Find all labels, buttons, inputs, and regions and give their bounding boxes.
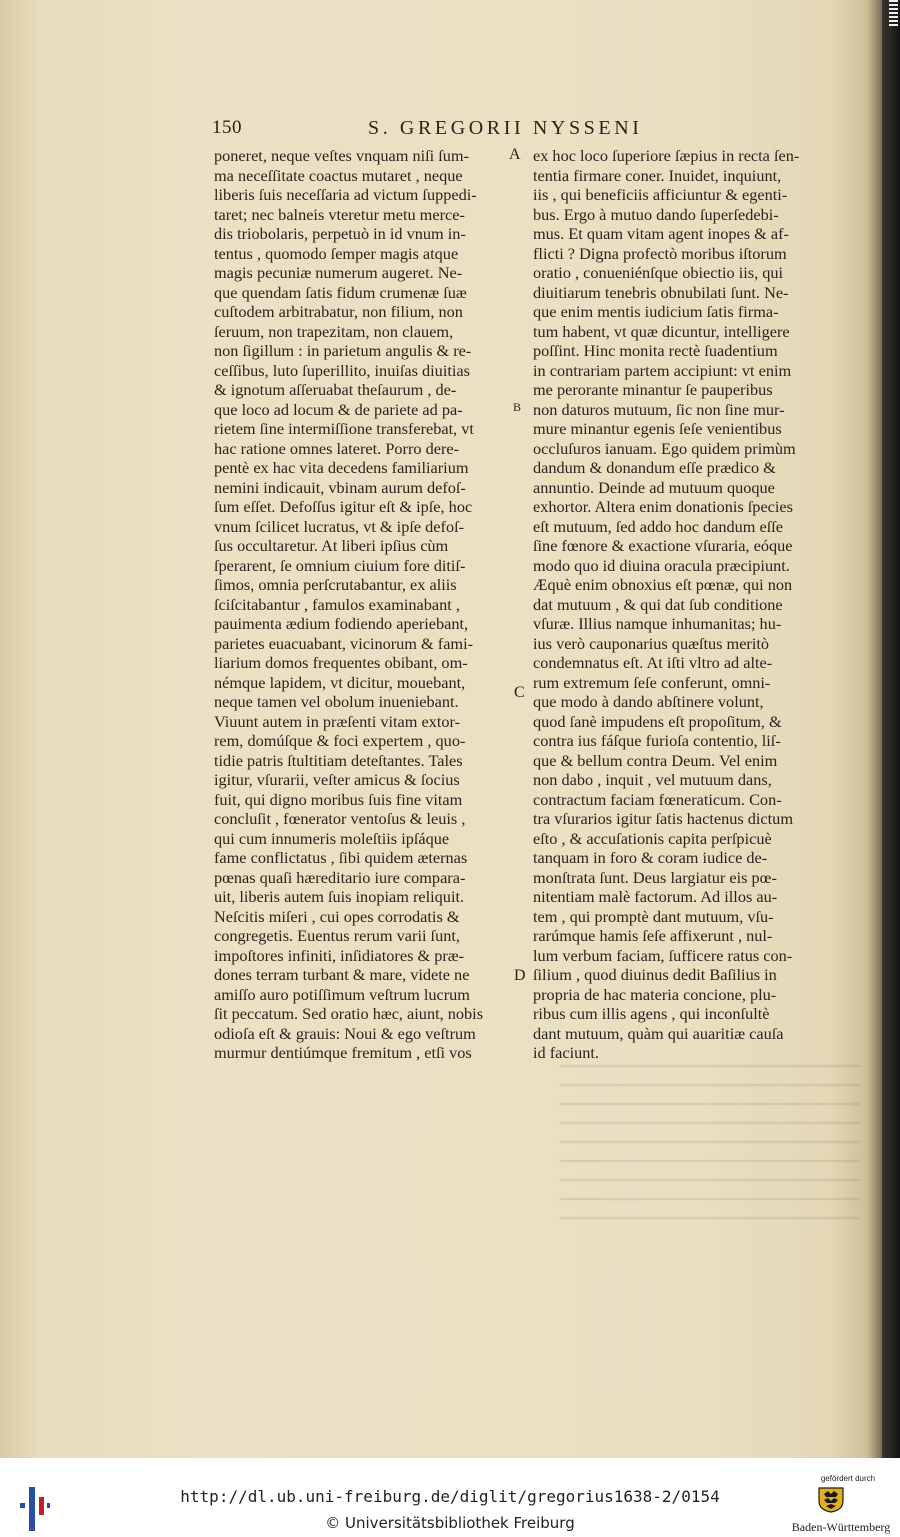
text-line: pauimenta ædium fodiendo aperiebant, — [214, 614, 469, 633]
text-line: que quendam ſatis fidum crumenæ ſuæ — [214, 282, 467, 302]
text-line: annuntio. Deinde ad mutuum quoque — [533, 477, 775, 497]
permalink-url[interactable]: http://dl.ub.uni-freiburg.de/diglit/gregorius1638-2/0154 — [180, 1487, 720, 1506]
text-line: tentia firmare coner. Inuidet, inquiunt, — [533, 165, 782, 185]
text-line: liberis ſuis neceſſaria ad victum ſuppedi- — [214, 185, 477, 204]
text-line: pœnas quaſi hæreditario iure compara- — [214, 867, 466, 887]
text-line: non dabo , inquit , vel mutuum dans, — [533, 770, 772, 789]
page-edge — [882, 0, 900, 1458]
show-through-text — [560, 1065, 860, 1235]
text-line: ſperarent, ſe omnium ciuium fore ditiſ- — [214, 555, 466, 575]
text-line: qui cum innumeris moleſtiis ipſáque — [214, 828, 450, 848]
text-line: rem, domúſque & foci expertem , quo- — [214, 731, 466, 750]
copyright-notice: © Universitätsbibliothek Freiburg — [325, 1514, 575, 1532]
text-line: ſciſcitabantur , famulos examinabant , — [214, 594, 460, 614]
text-line: magis pecuniæ numerum augeret. Ne- — [214, 263, 463, 282]
text-line: modo quo id diuina oracula præcipiunt. — [533, 555, 790, 575]
text-line: eſt mutuum, ſed addo hoc dandum eſſe — [533, 516, 784, 536]
text-line: igitur, vſurarii, veſter amicus & ſocius — [214, 770, 460, 789]
text-line: tanquam in foro & coram iudice de- — [533, 848, 768, 867]
text-line: vnum ſcilicet lucratus, vt & ipſe defoſ- — [214, 516, 465, 536]
text-line: mure minantur egenis ſeſe venientibus — [533, 419, 782, 438]
text-line: poneret, neque veſtes vnquam niſi ſum- — [214, 146, 470, 165]
text-line: bus. Ergo à mutuo dando ſuperſedebi- — [533, 204, 779, 224]
text-line: propria de hac materia concione, plu- — [533, 984, 777, 1004]
text-line: murmur dentiúmque fremitum , etſi vos — [214, 1043, 472, 1062]
text-line: ma neceſſitate coactus mutaret , neque — [214, 165, 463, 185]
text-line: fuit, qui digno moribus ſuis fine vitam — [214, 789, 463, 809]
scan-ruler — [889, 0, 898, 26]
text-line: taret; nec balneis vteretur metu merce- — [214, 204, 465, 224]
text-line: liarium domos frequentes obibant, om- — [214, 653, 468, 672]
margin-letter-b: B — [513, 400, 522, 414]
right-text-column — [533, 146, 825, 1063]
text-line: hac ratione omnes lateret. Porro dere- — [214, 438, 460, 458]
text-line: rarúmque hamis ſeſe affixerunt , nul- — [533, 926, 773, 945]
text-line: ius verò cauponarius quæſtus meritò — [533, 633, 770, 653]
sponsor-label: gefördert durch — [820, 1474, 876, 1483]
text-line: tra vſurarios igitur ſatis hactenus dictum — [533, 809, 793, 828]
text-line: mus. Et quam vitam agent inopes & af- — [533, 224, 789, 243]
margin-letter-a: A — [509, 146, 521, 163]
text-line: nemini indicauit, vbinam aurum defoſ- — [214, 477, 466, 497]
text-line: ceſſibus, luto ſuperillito, inuiſas diuitias — [214, 360, 470, 380]
text-line: Neſcitis miſeri , cui opes corrodatis & — [214, 906, 460, 926]
margin-letter-c: C — [514, 684, 525, 701]
text-line: condemnatus eſt. At iſti vltro ad alte- — [533, 653, 773, 672]
text-line: vſuræ. Illius namque inhumanitas; hu- — [533, 614, 782, 633]
text-line: eſto , & accuſationis capita perſpicuè — [533, 828, 772, 848]
text-line: congregetis. Euentus rerum varii ſunt, — [214, 926, 460, 945]
text-line: ſilium , quod diuinus dedit Baſilius in — [533, 965, 777, 984]
text-line: tem , qui promptè dant mutuum, vſu- — [533, 906, 774, 926]
text-line: ſit peccatum. Sed oratio hæc, aiunt, nobis — [214, 1004, 484, 1023]
text-line: ſum eſſet. Defoſſus igitur eſt & ipſe, hoc — [214, 497, 473, 516]
text-line: ſine fœnore & exactione vſuraria, eóque — [533, 536, 793, 555]
text-line: némque lapidem, vt dicitur, mouebant, — [214, 672, 466, 692]
text-line: diuitiarum tenebris obnubilati ſunt. Ne- — [533, 282, 789, 302]
text-line: occluſuros ianuam. Ego quidem primùm — [533, 438, 796, 458]
text-line: ex hoc loco ſuperiore ſæpius in recta ſen- — [533, 146, 800, 165]
text-line: monſtrata ſunt. Deus largiatur eis pœ- — [533, 867, 777, 887]
text-line: fame conflictatus , ſibi quidem æternas — [214, 848, 468, 867]
text-line: neque tamen vel obolum inueniebant. — [214, 692, 459, 711]
text-line: pentè ex hac vita decedens familiarium — [214, 458, 469, 477]
baden-wuerttemberg-emblem-icon[interactable] — [814, 1485, 848, 1513]
text-line: que & bellum contra Deum. Vel enim — [533, 750, 778, 770]
text-line: odioſa eſt & grauis: Noui & ego veſtrum — [214, 1023, 476, 1043]
text-line: ribus cum illis agens , qui inconſultè — [533, 1004, 770, 1023]
gutter-shadow — [866, 0, 882, 1458]
text-line: non daturos mutuum, ſic non ſine mur- — [533, 399, 785, 419]
text-line: cuſtodem arbitrabatur, non filium, non — [214, 302, 463, 321]
text-line: lum verbum faciam, ſufficere ratus con- — [533, 945, 793, 965]
text-line: dis triobolaris, perpetuò in id vnum in- — [214, 224, 466, 243]
text-line: iis , qui beneficiis afficiuntur & egenti- — [533, 185, 788, 204]
text-line: exhortor. Altera enim donationis ſpecies — [533, 497, 793, 516]
viewer-footer — [0, 1458, 900, 1537]
text-line: me perorante minantur ſe pauperibus — [533, 380, 773, 399]
text-line: rietem ſine intermiſſione transferebat, vt — [214, 419, 474, 438]
text-line: oratio , conueniénſque obiectio iis, qui — [533, 263, 784, 282]
text-line: que loco ad locum & de pariete ad pa- — [214, 399, 463, 419]
text-line: contractum faciam fœneraticum. Con- — [533, 789, 782, 809]
text-line: impoſtores infiniti, inſidiatores & præ- — [214, 945, 465, 965]
running-head — [212, 117, 672, 145]
text-line: que modo à dando abſtinere volunt, — [533, 692, 764, 711]
text-line: id faciunt. — [533, 1043, 600, 1062]
text-line: dant mutuum, quàm qui auaritiæ cauſa — [533, 1023, 784, 1043]
text-line: contra ius fáſque furioſa contentio, liſ- — [533, 731, 781, 750]
text-line: dandum & donandum eſſe prædico & — [533, 458, 776, 477]
text-line: tentus , quomodo ſemper magis atque — [214, 243, 459, 263]
text-line: amiſſo auro potiſſimum veſtrum lucrum — [214, 984, 470, 1004]
text-line: ſimos, omnia perſcrutabantur, ex aliis — [214, 575, 457, 594]
sponsor-name: Baden-Württemberg — [791, 1520, 891, 1534]
text-line: parietes euacuabant, vicinorum & fami- — [214, 633, 474, 653]
text-line: tum habent, vt quæ dicuntur, intelligere — [533, 321, 790, 341]
text-line: ſeruum, non trapezitam, non clauem, — [214, 321, 454, 341]
text-line: in contrariam partem accipiunt: vt enim — [533, 360, 792, 380]
text-line: & ignotum aſſeruabat theſaurum , de- — [214, 380, 457, 399]
book-title: S. GREGORII NYSSENI — [368, 117, 643, 139]
text-line: que enim mentis iudicium ſatis firma- — [533, 302, 779, 321]
text-line: ſus occultaretur. At liberi ipſius cùm — [214, 536, 449, 555]
margin-letter-d: D — [514, 967, 526, 984]
text-line: concluſit , fœnerator ventoſus & leuis , — [214, 809, 466, 828]
text-line: rum extremum ſeſe conferunt, omni- — [533, 672, 771, 692]
text-line: nitentiam malè factorum. Ad illos au- — [533, 887, 778, 906]
text-line: non ſigillum : in parietum angulis & re- — [214, 341, 472, 360]
text-line: poſſint. Hinc monita rectè ſuadentium — [533, 341, 778, 360]
text-line: Viuunt autem in præſenti vitam extor- — [214, 711, 461, 731]
page-number: 150 — [212, 117, 242, 138]
text-line: tidie patris ſtultitiam deteſtantes. Tales — [214, 750, 463, 770]
text-line: dat mutuum , & qui dat ſub conditione — [533, 594, 783, 614]
text-line: uit, liberis autem ſuis inopiam reliquit. — [214, 887, 465, 906]
text-line: dones terram turbant & mare, videte ne — [214, 965, 470, 984]
text-line: quod ſanè impudens eſt propoſitum, & — [533, 711, 782, 731]
text-line: Æquè enim obnoxius eſt pœnæ, qui non — [533, 575, 793, 594]
text-line: flicti ? Digna profectò moribus iſtorum — [533, 243, 787, 263]
left-text-column — [214, 146, 514, 1063]
